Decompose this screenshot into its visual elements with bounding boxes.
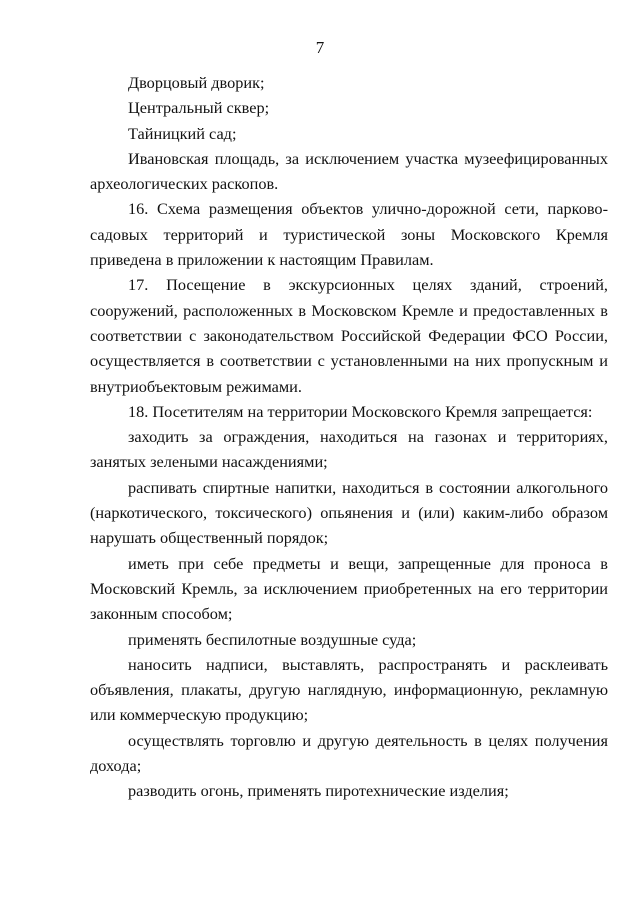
paragraph-prohibition-advertising: наносить надписи, выставлять, распространять и расклеивать объявления, плакаты, другую наглядную, информационную, рекламную или коммерческую продукцию; bbox=[90, 654, 608, 725]
paragraph-palace-courtyard: Дворцовый дворик; bbox=[128, 73, 265, 92]
document-body bbox=[90, 70, 608, 804]
paragraph-prohibition-fences: заходить за ограждения, находиться на газонах и территориях, занятых зелеными насаждениями; bbox=[90, 427, 608, 472]
paragraph-item-17: 17. Посещение в экскурсионных целях зданий, строений, сооружений, расположенных в Московском Кремле и предоставленных в соответствии с законодательством Российской Федерации ФСО России, осуществляется в соответствии с установленными на них пропускным и внутриобъектовым режимами. bbox=[90, 275, 608, 396]
paragraph-ivanovskaya-square: Ивановская площадь, за исключением участка музеефицированных археологических раскопов. bbox=[90, 148, 608, 194]
paragraph-prohibition-alcohol: распивать спиртные напитки, находиться в состоянии алкогольного (наркотического, токсического) опьянения и (или) каким-либо образом нарушать общественный порядок; bbox=[90, 477, 608, 548]
paragraph-prohibition-items: иметь при себе предметы и вещи, запрещенные для проноса в Московский Кремль, за исключением приобретенных на его территории законным способом; bbox=[90, 553, 608, 624]
paragraph-prohibition-fire: разводить огонь, применять пиротехнические изделия; bbox=[128, 781, 509, 801]
paragraph-tainitsky-garden: Тайницкий сад; bbox=[128, 123, 237, 143]
paragraph-item-16: 16. Схема размещения объектов улично-дорожной сети, парково-садовых территорий и туристической зоны Московского Кремля приведена в приложении к настоящим Правилам. bbox=[90, 199, 608, 270]
paragraph-prohibition-drones: применять беспилотные воздушные суда; bbox=[128, 629, 417, 649]
page-number: 7 bbox=[315, 38, 325, 57]
paragraph-central-square: Центральный сквер; bbox=[128, 98, 270, 118]
paragraph-item-18: 18. Посетителям на территории Московского Кремля запрещается: bbox=[128, 401, 593, 421]
paragraph-prohibition-trade: осуществлять торговлю и другую деятельность в целях получения дохода; bbox=[90, 730, 608, 776]
